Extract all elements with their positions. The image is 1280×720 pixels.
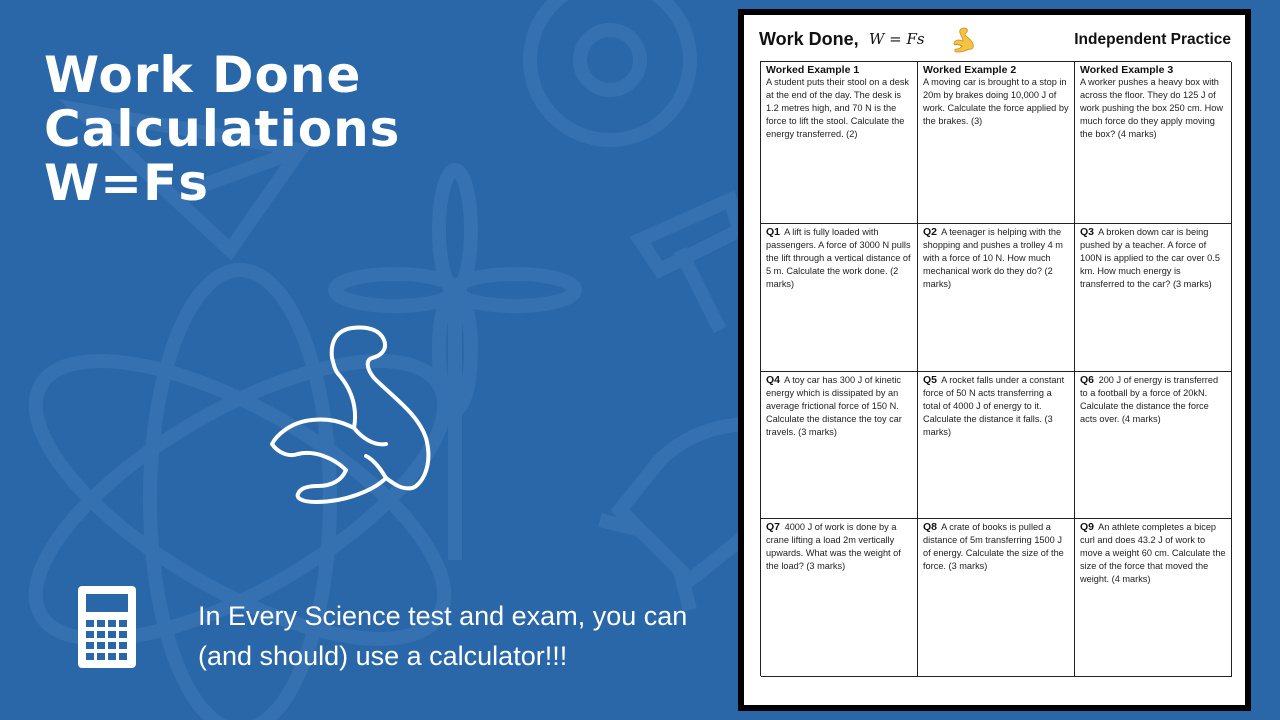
- question-grid: [760, 61, 1231, 676]
- question-text: A teenager is helping with the shopping and pushes a trolley 4 m with a force of 10 N. How much mechanical work do they do? (2 marks): [923, 227, 1063, 289]
- worksheet: [744, 15, 1245, 705]
- question-9: [1075, 519, 1232, 677]
- worked-example-text: A moving car is brought to a stop in 20m by brakes doing 10,000 J of work. Calculate the force applied by the brakes. (3): [923, 77, 1069, 126]
- question-number: Q3: [1080, 226, 1095, 238]
- slide-title: [44, 48, 644, 210]
- worked-example-1: [761, 62, 918, 224]
- independent-practice-label: Independent Practice: [1074, 31, 1231, 48]
- flexed-bicep-icon: [262, 318, 438, 516]
- worksheet-header: [759, 25, 1235, 59]
- question-6: [1075, 372, 1232, 519]
- question-7: [761, 519, 918, 677]
- question-number: Q7: [766, 521, 781, 533]
- question-2: [918, 224, 1075, 372]
- worksheet-frame: [738, 9, 1251, 711]
- question-5: [918, 372, 1075, 519]
- question-number: Q5: [923, 374, 938, 386]
- question-text: An athlete completes a bicep curl and does 43.2 J of work to move a weight 60 cm. Calculate the size of the force that moved the weight. (4 marks): [1080, 522, 1226, 584]
- question-8: [918, 519, 1075, 677]
- question-text: A lift is fully loaded with passengers. A force of 3000 N pulls the lift through a vertical distance of 5 m. Calculate the work done. (2 marks): [766, 227, 911, 289]
- question-text: 4000 J of work is done by a crane lifting a load 2m vertically upwards. What was the weight of the load? (3 marks): [766, 522, 901, 571]
- question-text: A rocket falls under a constant force of 50 N acts transferring a total of 4000 J of energy to it. Calculate the distance it falls. (3 marks): [923, 375, 1065, 437]
- slide-title-line: W=Fs: [44, 154, 209, 212]
- worked-example-text: A worker pushes a heavy box with across the floor. They do 125 J of work pushing the box 250 cm. How much force do they apply moving the box? (4 marks): [1080, 77, 1223, 139]
- worked-example-2: [918, 62, 1075, 224]
- worked-example-label: Worked Example 2: [923, 64, 1017, 76]
- slide-title-line: Calculations: [44, 100, 401, 158]
- worked-example-3: [1075, 62, 1232, 224]
- worked-example-label: Worked Example 1: [766, 64, 860, 76]
- question-number: Q8: [923, 521, 938, 533]
- question-text: A toy car has 300 J of kinetic energy which is dissipated by an average frictional force of 150 N. Calculate the distance the toy car travels. (3 marks): [766, 375, 902, 437]
- question-3: [1075, 224, 1232, 372]
- question-number: Q9: [1080, 521, 1095, 533]
- worked-example-label: Worked Example 3: [1080, 64, 1174, 76]
- question-number: Q1: [766, 226, 781, 238]
- question-1: [761, 224, 918, 372]
- calculator-icon: [78, 586, 136, 668]
- flexed-bicep-emoji-icon: [951, 27, 977, 53]
- calculator-note: In Every Science test and exam, you can (and should) use a calculator!!!: [198, 601, 688, 671]
- question-text: 200 J of energy is transferred to a football by a force of 20kN. Calculate the distance the force acts over. (4 marks): [1080, 375, 1219, 424]
- worked-example-text: A student puts their stool on a desk at the end of the day. The desk is 1.2 metres high, and 70 N is the force to lift the stool. Calculate the energy transferred. (2): [766, 77, 910, 139]
- slide-title-line: Work Done: [44, 46, 362, 104]
- question-4: [761, 372, 918, 519]
- question-text: A crate of books is pulled a distance of 5m transferring 1500 J of energy. Calculate the size of the force. (3 marks): [923, 522, 1064, 571]
- worksheet-formula: W = Fs: [869, 30, 925, 48]
- question-number: Q6: [1080, 374, 1095, 386]
- worksheet-title: Work Done,: [759, 29, 859, 49]
- caliper-icon: [640, 200, 740, 330]
- question-number: Q4: [766, 374, 781, 386]
- question-number: Q2: [923, 226, 938, 238]
- question-text: A broken down car is being pushed by a teacher. A force of 100N is applied to the car over 0.5 km. How much energy is transferred to the car? (3 marks): [1080, 227, 1220, 289]
